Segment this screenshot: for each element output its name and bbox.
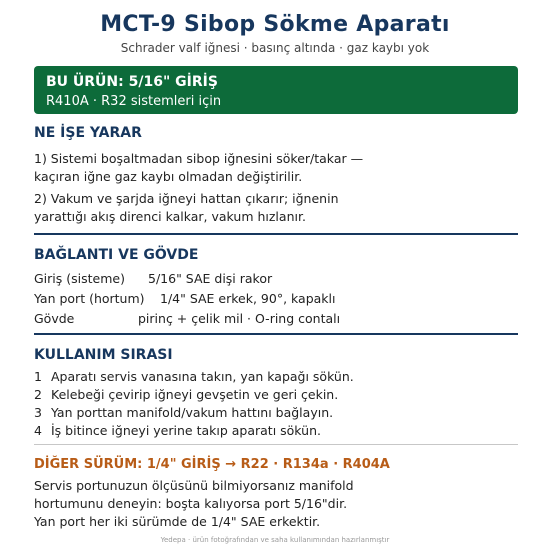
section-divider	[34, 444, 518, 445]
page-title: MCT-9 Sibop Sökme Aparatı	[100, 12, 450, 37]
section-heading-connection: BAĞLANTI VE GÖVDE	[34, 247, 199, 263]
section-divider	[34, 233, 518, 235]
spec-value-side-port: 1/4" SAE erkek, 90°, kapaklı	[160, 291, 336, 306]
spec-value-body: pirinç + çelik mil · O-ring contalı	[138, 311, 341, 326]
banner-systems-line: R410A · R32 sistemleri için	[46, 94, 222, 109]
purpose-text-1b: kaçıran iğne gaz kaybı olmadan değiştirilir.	[34, 169, 303, 184]
page-subtitle: Schrader valf iğnesi · basınç altında · gaz kaybı yok	[120, 41, 430, 55]
step-text: Yan porttan manifold/vakum hattını bağlayın.	[51, 405, 334, 420]
section-heading-purpose: NE İŞE YARAR	[34, 125, 142, 141]
banner-product-line: BU ÜRÜN: 5/16" GİRİŞ	[46, 74, 218, 90]
section-divider	[34, 333, 518, 335]
other-version-text-1: Servis portunuzun ölçüsünü bilmiyorsanız manifold	[34, 478, 354, 493]
step-text: İş bitince iğneyi yerine takıp aparatı sökün.	[51, 423, 321, 438]
usage-step	[34, 387, 338, 402]
step-number: 2	[34, 387, 42, 402]
usage-step	[34, 423, 321, 438]
section-heading-other-version: DİĞER SÜRÜM: 1/4" GİRİŞ → R22 · R134a · R404A	[34, 457, 390, 472]
product-banner	[34, 66, 518, 114]
spec-label-inlet: Giriş (sisteme)	[34, 271, 125, 286]
purpose-text-2b: yarattığı akış direnci kalkar, vakum hızlanır.	[34, 209, 306, 224]
spec-value-inlet: 5/16" SAE dişi rakor	[148, 271, 273, 286]
usage-step	[34, 369, 354, 384]
other-version-text-3: Yan port her iki sürümde de 1/4" SAE erkektir.	[34, 514, 321, 529]
step-number: 4	[34, 423, 42, 438]
step-number: 1	[34, 369, 42, 384]
purpose-text-1a: 1) Sistemi boşaltmadan sibop iğnesini söker/takar —	[34, 151, 364, 166]
other-version-text-2: hortumunu deneyin: boşta kalıyorsa port 5/16"dir.	[34, 496, 348, 511]
usage-step	[34, 405, 333, 420]
step-number: 3	[34, 405, 42, 420]
footer-note: Yedepa · ürün fotoğrafından ve saha kullanımından hazırlanmıştır	[160, 536, 390, 544]
step-text: Kelebeği çevirip iğneyi gevşetin ve geri çekin.	[51, 387, 339, 402]
spec-label-body: Gövde	[34, 311, 75, 326]
spec-label-side-port: Yan port (hortum)	[34, 291, 145, 306]
purpose-text-2a: 2) Vakum ve şarjda iğneyi hattan çıkarır; iğnenin	[34, 191, 339, 206]
section-heading-usage: KULLANIM SIRASI	[34, 347, 173, 363]
step-text: Aparatı servis vanasına takın, yan kapağı sökün.	[51, 369, 354, 384]
